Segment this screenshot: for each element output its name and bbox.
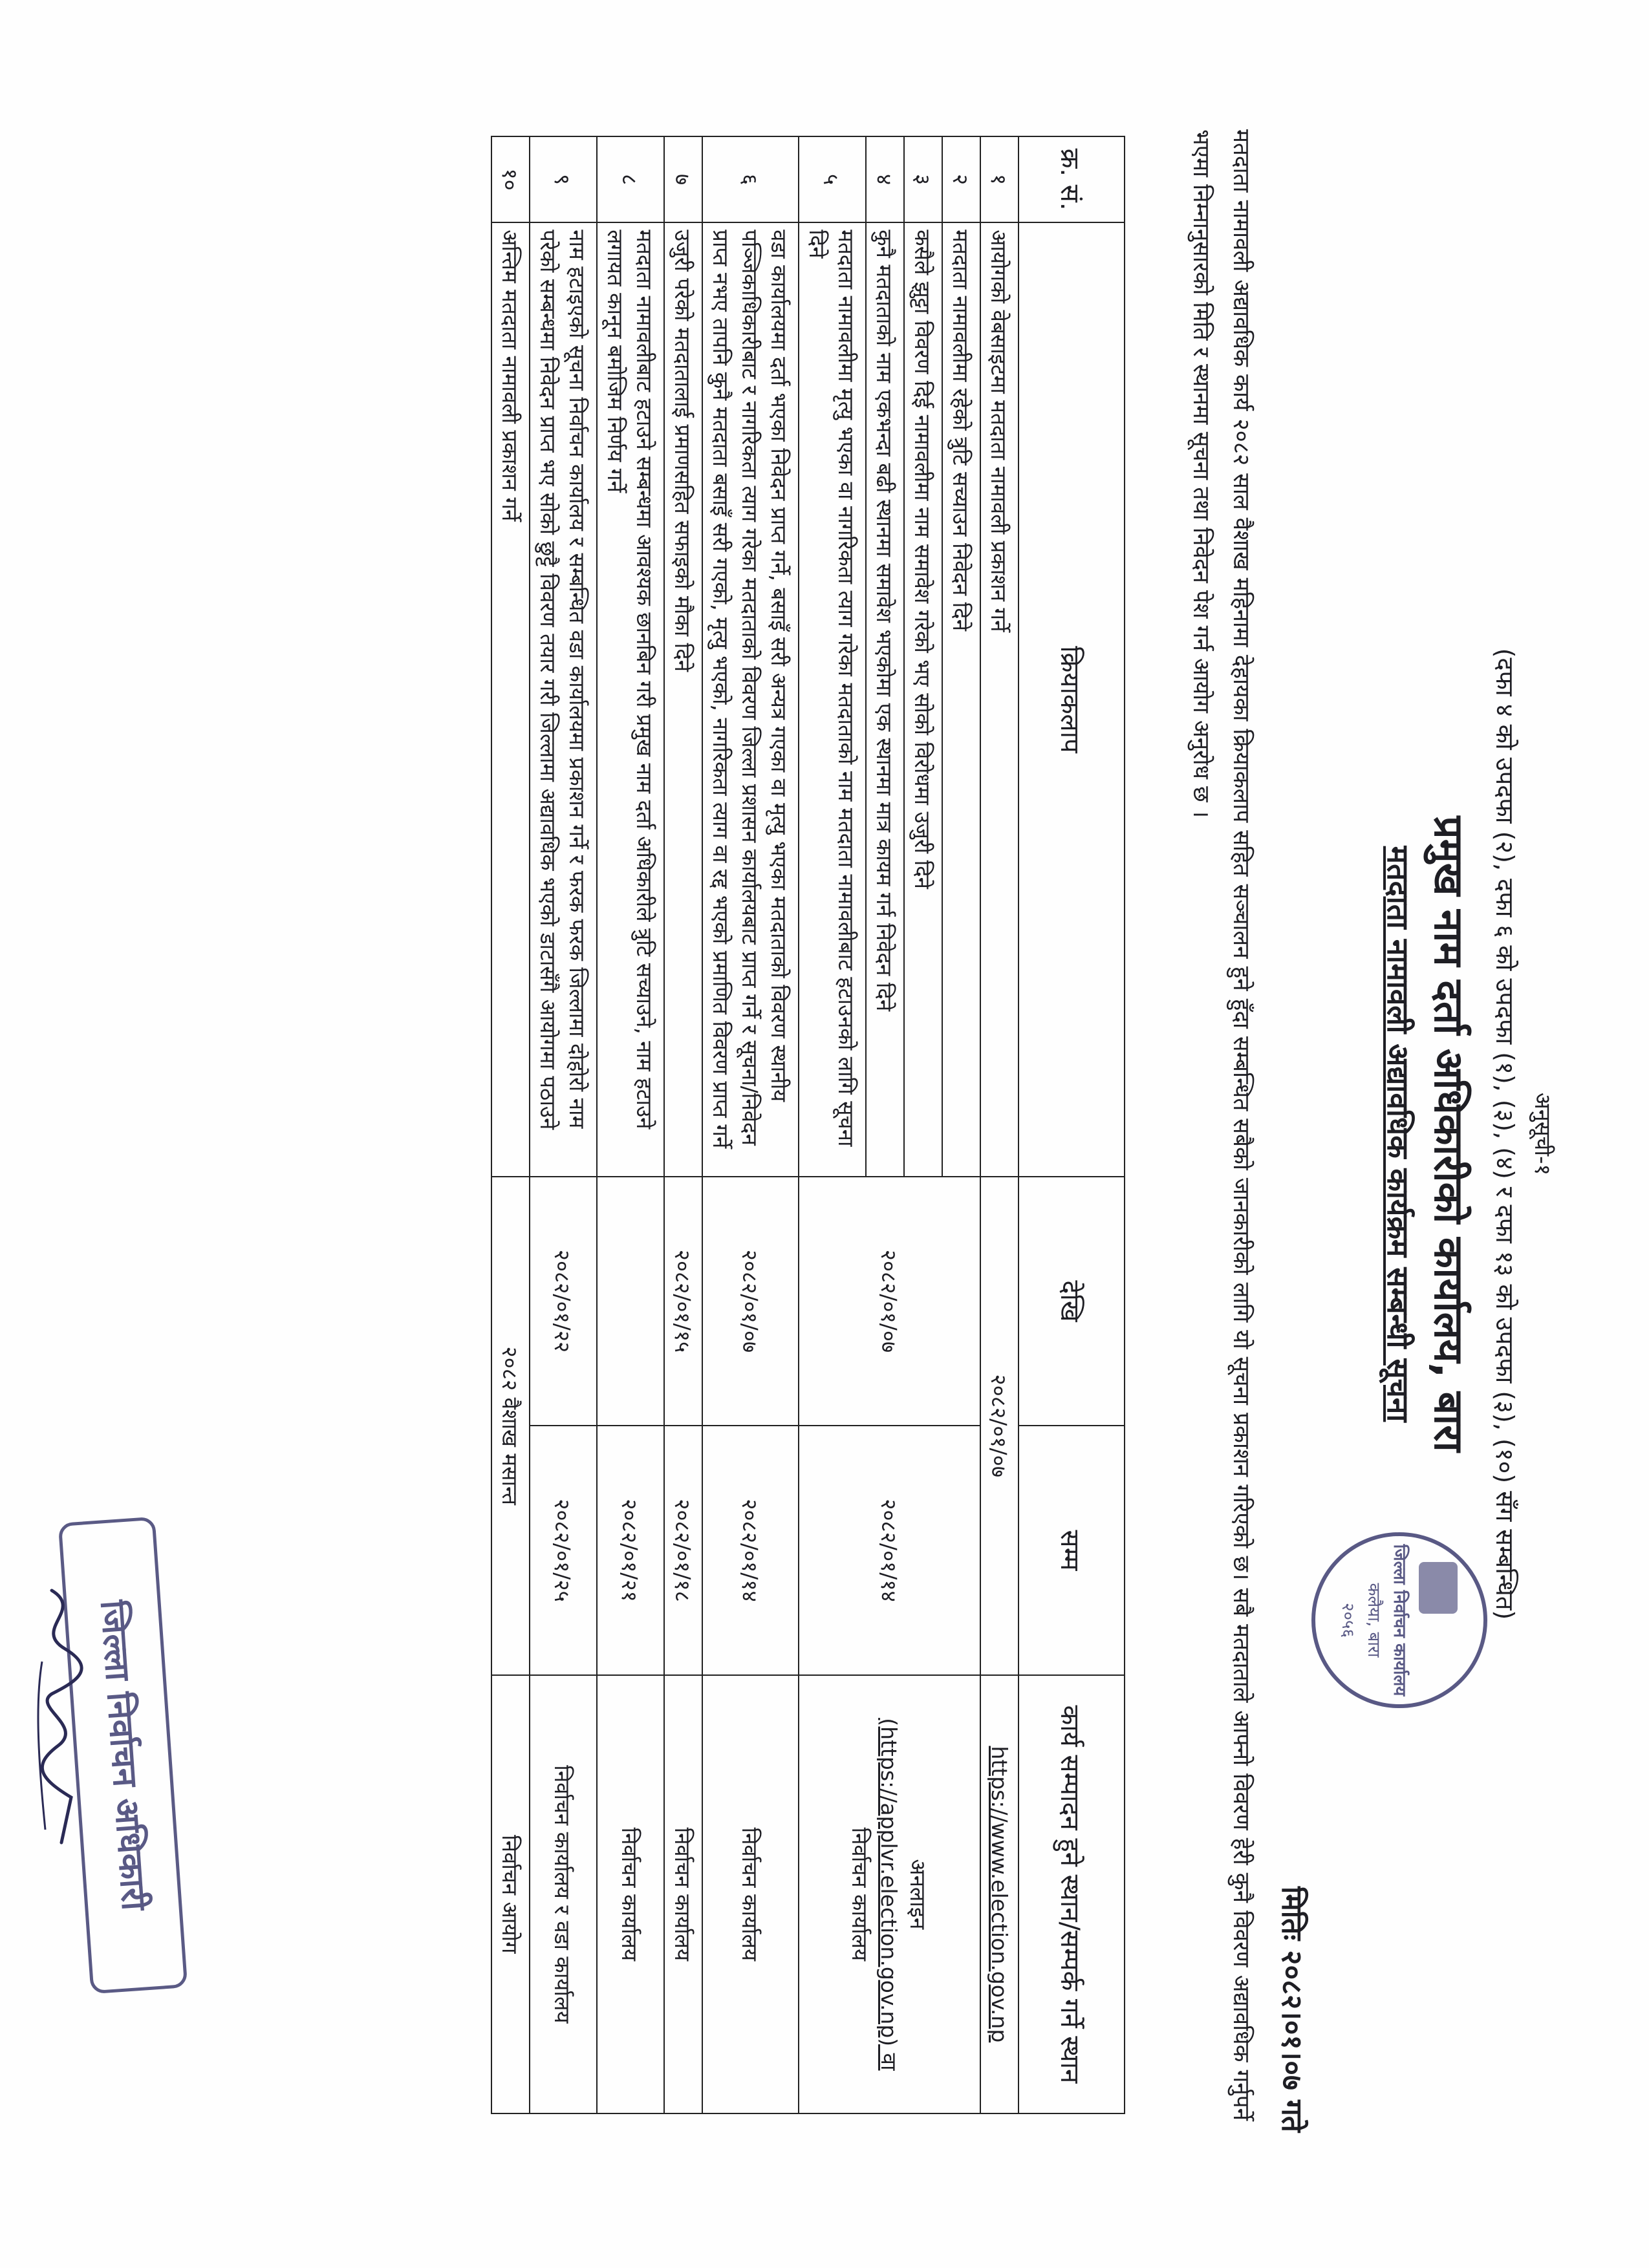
- row-serial: ७: [664, 136, 702, 222]
- row-from: २०८२/०१/२२: [530, 1177, 597, 1426]
- table-row: [664, 136, 702, 2113]
- header-to: सम्म: [1018, 1426, 1125, 1675]
- group-place-line3: निर्वाचन कार्यालय: [847, 1827, 872, 1962]
- row-serial: ६: [702, 136, 799, 222]
- row-serial: ९: [530, 136, 597, 222]
- round-office-seal: [1311, 1532, 1487, 1708]
- row-from: २०८२/०१/१५: [664, 1177, 702, 1426]
- row-activity: कसैले झुट्टा विवरण दिई नामावलीमा नाम समावेश गरेको भए सोको विरोधमा उजुरी दिने: [904, 222, 942, 1177]
- schedule-table: [491, 136, 1125, 2114]
- row-date: २०८२ वैशाख मसान्त: [491, 1177, 530, 1675]
- row-activity: वडा कार्यालयमा दर्ता भएका निवेदन प्राप्त गर्ने, बसाइँ सरी अन्यत्र गएका वा मृत्यु भएका मतदाताको विवरण स्थानीय पञ्जिकाधिकारीबाट र नागरिकता त्याग गरेका मतदाताको विवरण जिल्ला प्रशासन कार्यालयबाट प्राप्त गर्ने र सूचना/निवेदन प्राप्त नभए तापनि कुनै मतदाता बसाइँ सरी गएको, मृत्यु भएको, नागरिकता त्याग वा रद्द भएको प्रमाणित विवरण प्राप्त गर्ने: [702, 222, 799, 1177]
- row-activity: आयोगको वेबसाइटमा मतदाता नामावली प्रकाशन गर्ने: [980, 222, 1018, 1177]
- table-row: [597, 136, 664, 2113]
- group-from-date: २०८२/०१/०७: [799, 1177, 980, 1426]
- signature-icon: [26, 1584, 97, 1856]
- row-activity: मतदाता नामावलीमा रहेको त्रुटि सच्याउन निवेदन दिने: [942, 222, 980, 1177]
- seal-text-year: २०५६: [1338, 1602, 1357, 1638]
- group-place: [799, 1675, 980, 2113]
- table-row: [491, 136, 530, 2113]
- row-serial: ४: [866, 136, 904, 222]
- row-to: २०८२/०१/१८: [664, 1426, 702, 1675]
- row-serial: ५: [799, 136, 866, 222]
- row-serial: ३: [904, 136, 942, 222]
- seal-text-place: कलैया, बारा: [1364, 1583, 1383, 1658]
- row-from: २०८२/०१/०७: [702, 1177, 799, 1426]
- header-place: कार्य सम्पादन हुने स्थान/सम्पर्क गर्ने स्थान: [1018, 1675, 1125, 2113]
- row-place: निर्वाचन कार्यालय र वडा कार्यालय: [530, 1675, 597, 2113]
- table-row: [942, 136, 980, 2113]
- notice-date: मितिः २०८२।०१।०७ गते: [1275, 1887, 1308, 2132]
- row-serial: ८: [597, 136, 664, 222]
- row-serial: १०: [491, 136, 530, 222]
- row-activity: कुनै मतदाताको नाम एकभन्दा बढी स्थानमा समावेश भएकोमा एक स्थानमा मात्र कायम गर्न निवेदन दिने: [866, 222, 904, 1177]
- row-place: निर्वाचन कार्यालय: [664, 1675, 702, 2113]
- officer-title-stamp: जिल्ला निर्वाचन अधिकारी: [58, 1517, 188, 1995]
- row-to: २०८२/०१/१४: [702, 1426, 799, 1675]
- applvr-link[interactable]: (https://applvr.election.gov.np) वा: [876, 1718, 901, 2071]
- table-row: [980, 136, 1018, 2113]
- row-to: २०८२/०१/२१: [597, 1426, 664, 1675]
- table-header-row: [1018, 136, 1125, 2113]
- row-activity: अन्तिम मतदाता नामावली प्रकाशन गर्ने: [491, 222, 530, 1177]
- header-activity: क्रियाकलाप: [1018, 222, 1125, 1177]
- seal-text-office: जिल्ला निर्वाचन कार्यालय: [1390, 1544, 1409, 1696]
- header-from: देखि: [1018, 1177, 1125, 1426]
- row-activity: उजुरी परेको मतदातालाई प्रमाणसहित सफाइको मौका दिने: [664, 222, 702, 1177]
- intro-paragraph: मतदाता नामावली अद्यावधिक कार्य २०८२ साल वैशाख महिनामा देहायका क्रियाकलाप सहित सञ्चालन हुने हुँदा सम्बन्धित सबैको जानकारीको लागि यो सूचना प्रकाशन गरिएको छ। सबै मतदाताले आफ्नो विवरण हेरी कुनै विवरण अद्यावधिक गर्नुपर्ने भएमा निम्नानुसारको मिति र स्थानमा सूचना तथा निवेदन पेश गर्न आयोग अनुरोध छ ।: [1188, 129, 1254, 2121]
- group-to-date: २०८२/०१/१४: [799, 1426, 980, 1675]
- row-activity: नाम हटाइएको सूचना निर्वाचन कार्यालय र सम्बन्धित वडा कार्यालयमा प्रकाशन गर्ने र फरक फरक जिल्लामा दोहोरो नाम परेको सम्बन्धमा निवेदन प्राप्त भए सोको छुट्टै विवरण तयार गरी जिल्लामा अद्यावधिक भएको डाटासँगै आयोगमा पठाउने: [530, 222, 597, 1177]
- office-title: प्रमुख नाम दर्ता अधिकारीको कार्यालय, बारा: [1425, 816, 1472, 1452]
- annex-label: अनुसूची-१: [1529, 1092, 1555, 1176]
- row-from-empty: [597, 1177, 664, 1426]
- row-activity: मतदाता नामावलीमा मृत्यु भएका वा नागरिकता त्याग गरेका मतदाताको नाम मतदाता नामावलीबाट हटाउनको लागि सूचना दिने: [799, 222, 866, 1177]
- table-row: [530, 136, 597, 2113]
- row-place: निर्वाचन कार्यालय: [597, 1675, 664, 2113]
- header-serial: क्र. सं.: [1018, 136, 1125, 222]
- row-serial: १: [980, 136, 1018, 222]
- legal-reference: (दफा ४ को उपदफा (२), दफा ६ को उपदफा (१), (३), (४) र दफा १३ को उपदफा (३), (१०) सँग सम्बन्धित): [1491, 648, 1519, 1620]
- table-row: [702, 136, 799, 2113]
- group-place-line1: अनलाइन: [905, 1859, 931, 1930]
- row-date: २०८२/०१/०७: [980, 1177, 1018, 1675]
- election-website-link[interactable]: https://www.election.gov.np: [980, 1675, 1018, 2113]
- row-activity: मतदाता नामावलीबाट हटाउने सम्बन्धमा आवश्यक छानबिन गरी प्रमुख नाम दर्ता अधिकारीले त्रुटि सच्याउने, नाम हटाउने लगायत कानून बमोजिम निर्णय गर्ने: [597, 222, 664, 1177]
- row-serial: २: [942, 136, 980, 222]
- row-place: निर्वाचन आयोग: [491, 1675, 530, 2113]
- row-place: निर्वाचन कार्यालय: [702, 1675, 799, 2113]
- seal-emblem-icon: [1419, 1562, 1458, 1614]
- row-to: २०८२/०१/२५: [530, 1426, 597, 1675]
- notice-subtitle: मतदाता नामावली अद्यावधिक कार्यक्रम सम्बन्धी सूचना: [1381, 846, 1416, 1422]
